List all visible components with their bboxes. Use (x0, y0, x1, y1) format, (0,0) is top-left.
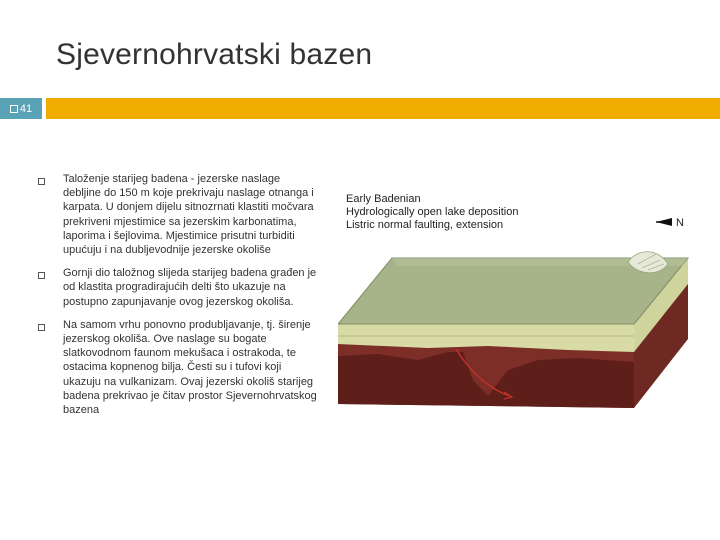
list-item (38, 266, 320, 309)
figure-caption-line3: Listric normal faulting, extension (346, 219, 504, 231)
list-item (38, 172, 320, 257)
bullet-text: Na samom vrhu ponovno produbljavanje, tj. širenje jezerskog okoliša. Ove naslage su bogate slatkovodnom faunom mekušaca i ostrakoda, te ostacima kopnenog bilja. Česti su i tufovi koji ukazuju na vulkanizam. Ovaj jezerski okoliš starijeg badena prekrivao je čitav prostor Sjevernohrvatskog bazena (63, 318, 317, 417)
figure-caption-line2: Hydrologically open lake deposition (346, 206, 519, 218)
square-icon (10, 105, 18, 113)
accent-bar (46, 98, 720, 119)
block-diagram-svg (338, 184, 698, 414)
figure-caption-title: Early Badenian (346, 193, 421, 205)
bullet-list (38, 172, 320, 426)
bullet-text: Taloženje starijeg badena - jezerske naslage debljine do 150 m koje prekrivaju naslage otnanga i karpata. U donjem dijelu sitnozrnati klastiti močvara prekriveni mjestimice sa jezerskim karbonatima, laporima i šejlovima. Mjestimice prisutni turbiditi upućuju i na dubljevodnije jezerske okoliše (63, 173, 314, 257)
slide-title: Sjevernohrvatski bazen (56, 38, 373, 71)
slide-number: 41 (19, 102, 33, 115)
slide-number-badge (0, 98, 42, 119)
bullet-square-icon (38, 178, 45, 185)
bullet-square-icon (38, 324, 45, 331)
geology-block-diagram (338, 184, 698, 414)
list-item (38, 318, 320, 417)
north-label: N (676, 217, 684, 229)
bullet-square-icon (38, 272, 45, 279)
bullet-text: Gornji dio taložnog slijeda starijeg badena građen je od klastita progradirajućih delti što ukazuje na postupno zapunjavanje ovog jezerskog okoliša. (63, 267, 317, 308)
